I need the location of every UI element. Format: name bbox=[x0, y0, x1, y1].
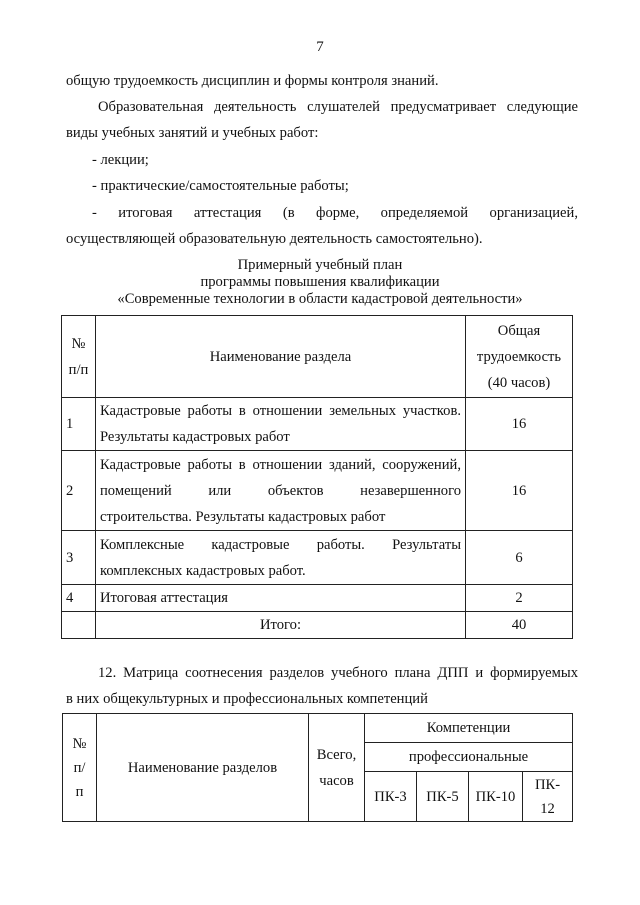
row-section-name: Итоговая аттестация bbox=[96, 585, 466, 612]
curriculum-table bbox=[61, 315, 573, 639]
paragraph-text: общую трудоемкость дисциплин и формы контроля знаний. bbox=[66, 73, 439, 89]
matrix-header-professional: профессиональные bbox=[365, 743, 573, 772]
page-number: 7 bbox=[316, 39, 324, 55]
row-num: 3 bbox=[62, 531, 96, 585]
total-label: Итого: bbox=[96, 612, 466, 639]
row-hours: 16 bbox=[466, 451, 573, 531]
competency-matrix-table bbox=[62, 713, 573, 822]
table-row bbox=[62, 585, 573, 612]
matrix-header-section-names: Наименование разделов bbox=[97, 714, 309, 822]
plan-title-line: «Современные технологии в области кадастровой деятельности» bbox=[117, 291, 523, 307]
paragraph-text: Образовательная деятельность слушателей предусматривает следующие bbox=[98, 99, 578, 115]
list-item-continuation: осуществляющей образовательную деятельность самостоятельно). bbox=[66, 231, 483, 247]
table-row bbox=[62, 451, 573, 531]
plan-title-line: программы повышения квалификации bbox=[200, 274, 440, 290]
table-header-row bbox=[62, 316, 573, 398]
table-total-row bbox=[62, 612, 573, 639]
row-num: 4 bbox=[62, 585, 96, 612]
table-row bbox=[62, 531, 573, 585]
plan-title-line: Примерный учебный план bbox=[237, 257, 403, 273]
row-section-name: Кадастровые работы в отношении земельных участков. Результаты кадастровых работ bbox=[96, 398, 466, 451]
competency-code: ПК-3 bbox=[365, 772, 417, 822]
row-hours: 2 bbox=[466, 585, 573, 612]
header-total-hours: Общая трудоемкость (40 часов) bbox=[466, 316, 573, 398]
list-item: - практические/самостоятельные работы; bbox=[92, 178, 349, 194]
row-num: 2 bbox=[62, 451, 96, 531]
matrix-header-num: № п/ п bbox=[63, 714, 97, 822]
competency-code: ПК-5 bbox=[417, 772, 469, 822]
list-item: - лекции; bbox=[92, 152, 149, 168]
paragraph-text: виды учебных занятий и учебных работ: bbox=[66, 125, 319, 141]
section-heading: в них общекультурных и профессиональных компетенций bbox=[66, 691, 428, 707]
row-hours: 16 bbox=[466, 398, 573, 451]
row-section-name: Кадастровые работы в отношении зданий, сооружений, помещений или объектов незавершенного строительства. Результаты кадастровых работ bbox=[96, 451, 466, 531]
matrix-header-total-hours: Всего, часов bbox=[309, 714, 365, 822]
row-hours: 6 bbox=[466, 531, 573, 585]
total-value: 40 bbox=[466, 612, 573, 639]
header-section-name: Наименование раздела bbox=[96, 316, 466, 398]
matrix-header-competencies: Компетенции bbox=[365, 714, 573, 743]
competency-code: ПК-10 bbox=[469, 772, 523, 822]
row-section-name: Комплексные кадастровые работы. Результаты комплексных кадастровых работ. bbox=[96, 531, 466, 585]
table-row bbox=[62, 398, 573, 451]
header-num: № п/п bbox=[62, 316, 96, 398]
list-item: - итоговая аттестация (в форме, определяемой организацией, bbox=[92, 205, 578, 221]
row-num: 1 bbox=[62, 398, 96, 451]
competency-code: ПК- 12 bbox=[523, 772, 573, 822]
section-heading: 12. Матрица соотнесения разделов учебного плана ДПП и формируемых bbox=[98, 665, 578, 681]
